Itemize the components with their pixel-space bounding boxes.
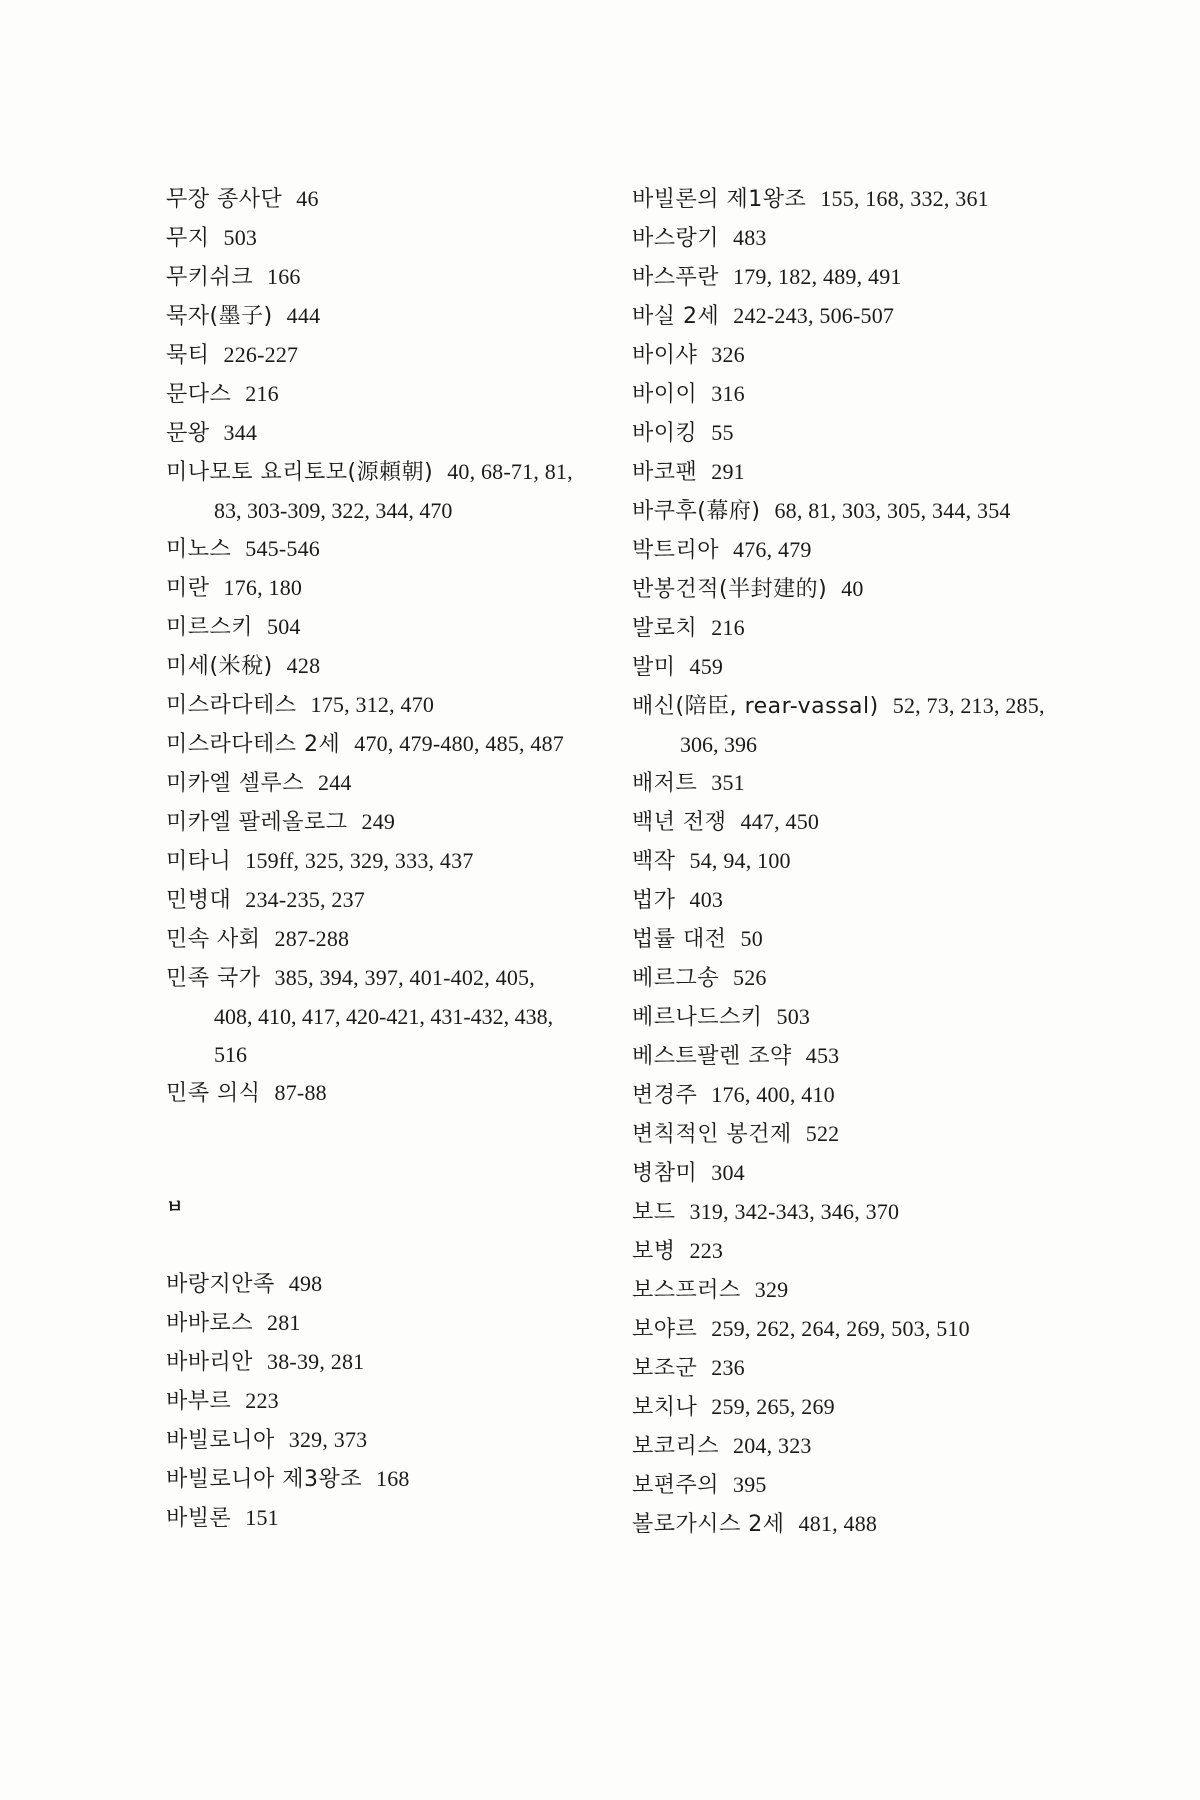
index-pages: 176, 180 bbox=[223, 575, 303, 600]
index-term: 바바로스 bbox=[166, 1311, 254, 1336]
index-pages: 498 bbox=[288, 1271, 323, 1296]
index-pages: 168 bbox=[376, 1466, 410, 1491]
index-term: 바스푸란 bbox=[632, 265, 720, 290]
index-entry bbox=[632, 180, 1072, 219]
index-term: 바이킹 bbox=[632, 421, 698, 446]
index-term: 바실 2세 bbox=[632, 304, 720, 329]
index-term: 바부르 bbox=[166, 1389, 232, 1414]
index-entry bbox=[632, 1154, 1072, 1193]
index-entry bbox=[632, 998, 1072, 1037]
index-term: 미세(米稅) bbox=[166, 654, 273, 679]
index-pages: 249 bbox=[361, 809, 396, 834]
index-pages: 223 bbox=[689, 1238, 724, 1263]
index-term: 법가 bbox=[632, 888, 676, 913]
index-entry bbox=[632, 1037, 1072, 1076]
index-term: 바이샤 bbox=[632, 343, 698, 368]
index-entry bbox=[632, 1310, 1072, 1349]
index-pages: 54, 94, 100 bbox=[689, 848, 791, 873]
index-term: 미스라다테스 bbox=[166, 693, 297, 718]
index-term: 바이이 bbox=[632, 382, 698, 407]
index-pages: 304 bbox=[711, 1160, 745, 1185]
index-pages: 179, 182, 489, 491 bbox=[733, 264, 902, 289]
index-entry bbox=[632, 1349, 1072, 1388]
index-pages-continued: 408, 410, 417, 420-421, 431-432, 438, bbox=[214, 1004, 554, 1029]
index-entry bbox=[166, 686, 606, 725]
index-entry bbox=[632, 1466, 1072, 1505]
index-pages: 447, 450 bbox=[740, 809, 820, 834]
index-pages: 38-39, 281 bbox=[267, 1349, 365, 1374]
index-term: 베르그송 bbox=[632, 966, 720, 991]
index-entry bbox=[632, 297, 1072, 336]
index-term: 문다스 bbox=[166, 382, 232, 407]
index-entry bbox=[632, 414, 1072, 453]
index-term: 변칙적인 봉건제 bbox=[632, 1122, 792, 1147]
index-entry bbox=[632, 803, 1072, 842]
index-term: 미카엘 셀루스 bbox=[166, 771, 305, 796]
index-term: 바빌론 bbox=[166, 1506, 232, 1531]
index-entry bbox=[632, 609, 1072, 648]
index-term: 법률 대전 bbox=[632, 927, 727, 952]
index-pages: 40 bbox=[841, 576, 864, 601]
index-entry bbox=[166, 725, 606, 764]
index-term: 배저트 bbox=[632, 771, 698, 796]
index-pages: 344 bbox=[223, 420, 258, 445]
index-term: 변경주 bbox=[632, 1083, 698, 1108]
section-heading: ㅂ bbox=[166, 1197, 184, 1218]
left-column bbox=[166, 180, 606, 1538]
index-pages: 459 bbox=[689, 654, 724, 679]
index-pages: 326 bbox=[711, 342, 745, 367]
index-pages: 483 bbox=[733, 225, 767, 250]
index-pages: 176, 400, 410 bbox=[711, 1082, 835, 1107]
index-pages: 351 bbox=[711, 770, 745, 795]
index-term: 병참미 bbox=[632, 1161, 698, 1186]
index-term: 발로치 bbox=[632, 616, 698, 641]
index-term: 베르나드스키 bbox=[632, 1005, 763, 1030]
index-term: 문왕 bbox=[166, 421, 210, 446]
index-pages: 453 bbox=[805, 1043, 840, 1068]
index-entry bbox=[632, 687, 1072, 726]
index-entry bbox=[632, 1388, 1072, 1427]
index-term: 보편주의 bbox=[632, 1473, 720, 1498]
index-term: 미타니 bbox=[166, 849, 232, 874]
index-term: 민족 국가 bbox=[166, 966, 261, 991]
index-entry bbox=[166, 258, 606, 297]
index-pages: 242-243, 506-507 bbox=[733, 303, 895, 328]
index-entry bbox=[166, 219, 606, 258]
index-term: 보조군 bbox=[632, 1356, 698, 1381]
index-pages: 151 bbox=[245, 1505, 279, 1530]
index-term: 바빌로니아 제3왕조 bbox=[166, 1467, 363, 1492]
index-pages: 166 bbox=[267, 264, 301, 289]
index-entry bbox=[166, 920, 606, 959]
index-entry bbox=[632, 920, 1072, 959]
section-spacer bbox=[166, 1227, 606, 1265]
index-pages: 428 bbox=[286, 653, 321, 678]
index-entry bbox=[632, 881, 1072, 920]
index-pages: 522 bbox=[805, 1121, 840, 1146]
index-term: 무키쉬크 bbox=[166, 265, 254, 290]
index-pages: 52, 73, 213, 285, bbox=[892, 693, 1045, 718]
right-column bbox=[632, 180, 1072, 1544]
index-pages: 395 bbox=[733, 1472, 767, 1497]
index-pages: 329 bbox=[754, 1277, 789, 1302]
index-entry bbox=[632, 764, 1072, 803]
index-entry bbox=[632, 959, 1072, 998]
index-entry bbox=[632, 336, 1072, 375]
index-term: 민병대 bbox=[166, 888, 232, 913]
index-entry bbox=[632, 1115, 1072, 1154]
index-entry bbox=[166, 647, 606, 686]
index-entry bbox=[632, 375, 1072, 414]
index-entry bbox=[632, 531, 1072, 570]
index-entry bbox=[166, 1265, 606, 1304]
index-entry bbox=[166, 959, 606, 998]
index-pages: 481, 488 bbox=[798, 1511, 878, 1536]
index-pages: 155, 168, 332, 361 bbox=[820, 186, 989, 211]
index-entry bbox=[166, 1304, 606, 1343]
index-term: 바빌론의 제1왕조 bbox=[632, 187, 807, 212]
index-term: 박트리아 bbox=[632, 538, 720, 563]
index-entry bbox=[632, 258, 1072, 297]
index-pages: 259, 262, 264, 269, 503, 510 bbox=[711, 1316, 970, 1341]
index-term: 보스프러스 bbox=[632, 1278, 741, 1303]
index-pages: 46 bbox=[296, 186, 319, 211]
index-term: 바스랑기 bbox=[632, 226, 720, 251]
index-term: 미노스 bbox=[166, 537, 232, 562]
index-term: 미카엘 팔레올로그 bbox=[166, 810, 348, 835]
index-pages-continued: 516 bbox=[214, 1042, 247, 1067]
index-term: 바쿠후(幕府) bbox=[632, 499, 761, 524]
index-entry bbox=[166, 842, 606, 881]
index-term: 민속 사회 bbox=[166, 927, 261, 952]
index-pages: 470, 479-480, 485, 487 bbox=[354, 731, 564, 756]
index-entry bbox=[632, 1427, 1072, 1466]
index-pages: 503 bbox=[223, 225, 258, 250]
index-entry bbox=[166, 530, 606, 569]
index-term: 백년 전쟁 bbox=[632, 810, 727, 835]
index-pages: 50 bbox=[740, 926, 763, 951]
index-term: 미스라다테스 2세 bbox=[166, 732, 341, 757]
index-pages: 545-546 bbox=[245, 536, 320, 561]
index-entry bbox=[632, 1193, 1072, 1232]
index-entry bbox=[166, 453, 606, 492]
index-term: 미란 bbox=[166, 576, 210, 601]
index-term: 볼로가시스 2세 bbox=[632, 1512, 785, 1537]
section-spacer bbox=[166, 1113, 606, 1189]
index-entry bbox=[166, 881, 606, 920]
index-term: 보병 bbox=[632, 1239, 676, 1264]
index-entry bbox=[632, 219, 1072, 258]
index-pages: 87-88 bbox=[274, 1080, 327, 1105]
index-pages: 526 bbox=[733, 965, 767, 990]
index-pages: 503 bbox=[776, 1004, 811, 1029]
index-pages: 204, 323 bbox=[733, 1433, 812, 1458]
index-pages: 40, 68-71, 81, bbox=[447, 459, 573, 484]
index-entry bbox=[166, 1421, 606, 1460]
index-pages: 504 bbox=[267, 614, 301, 639]
index-entry bbox=[166, 336, 606, 375]
index-pages: 287-288 bbox=[274, 926, 350, 951]
index-term: 무장 종사단 bbox=[166, 187, 283, 212]
index-entry bbox=[632, 648, 1072, 687]
index-term: 바바리안 bbox=[166, 1350, 254, 1375]
index-term: 보치나 bbox=[632, 1395, 698, 1420]
index-entry bbox=[632, 1505, 1072, 1544]
index-entry bbox=[632, 492, 1072, 531]
index-term: 바빌로니아 bbox=[166, 1428, 275, 1453]
index-pages-continued: 306, 396 bbox=[680, 732, 757, 757]
index-term: 무지 bbox=[166, 226, 210, 251]
index-entry bbox=[632, 1232, 1072, 1271]
index-entry bbox=[166, 180, 606, 219]
index-entry bbox=[166, 414, 606, 453]
index-entry bbox=[166, 1460, 606, 1499]
index-pages: 385, 394, 397, 401-402, 405, bbox=[274, 965, 535, 990]
index-entry bbox=[166, 803, 606, 842]
index-entry bbox=[166, 1382, 606, 1421]
index-pages: 319, 342-343, 346, 370 bbox=[689, 1199, 900, 1224]
index-entry bbox=[632, 570, 1072, 609]
index-pages: 159ff, 325, 329, 333, 437 bbox=[245, 848, 474, 873]
index-entry bbox=[166, 1499, 606, 1538]
index-pages: 55 bbox=[711, 420, 734, 445]
index-pages-continued: 83, 303-309, 322, 344, 470 bbox=[214, 498, 453, 523]
index-pages: 281 bbox=[267, 1310, 301, 1335]
index-pages: 68, 81, 303, 305, 344, 354 bbox=[774, 498, 1011, 523]
index-term: 바랑지안족 bbox=[166, 1272, 275, 1297]
index-term: 바코팬 bbox=[632, 460, 698, 485]
index-term: 보야르 bbox=[632, 1317, 698, 1342]
index-term: 묵자(墨子) bbox=[166, 304, 273, 329]
index-pages: 234-235, 237 bbox=[245, 887, 365, 912]
index-term: 배신(陪臣, rear-vassal) bbox=[632, 694, 879, 719]
index-pages: 329, 373 bbox=[288, 1427, 368, 1452]
index-pages: 226-227 bbox=[223, 342, 299, 367]
index-entry bbox=[166, 569, 606, 608]
index-pages: 216 bbox=[245, 381, 279, 406]
index-pages: 244 bbox=[318, 770, 352, 795]
index-pages: 444 bbox=[286, 303, 321, 328]
index-pages: 476, 479 bbox=[733, 537, 812, 562]
index-entry bbox=[632, 1076, 1072, 1115]
index-term: 백작 bbox=[632, 849, 676, 874]
index-pages: 291 bbox=[711, 459, 745, 484]
index-entry bbox=[632, 1271, 1072, 1310]
index-entry bbox=[166, 375, 606, 414]
index-pages: 223 bbox=[245, 1388, 279, 1413]
index-pages: 236 bbox=[711, 1355, 745, 1380]
index-pages: 316 bbox=[711, 381, 745, 406]
index-term: 베스트팔렌 조약 bbox=[632, 1044, 792, 1069]
index-term: 발미 bbox=[632, 655, 676, 680]
index-entry bbox=[166, 1074, 606, 1113]
index-term: 보드 bbox=[632, 1200, 676, 1225]
index-entry bbox=[166, 1343, 606, 1382]
index-term: 미르스키 bbox=[166, 615, 254, 640]
index-pages: 403 bbox=[689, 887, 724, 912]
index-pages: 175, 312, 470 bbox=[310, 692, 435, 717]
index-term: 미나모토 요리토모(源頼朝) bbox=[166, 460, 434, 485]
index-pages: 216 bbox=[711, 615, 745, 640]
index-entry bbox=[166, 608, 606, 647]
index-term: 반봉건적(半封建的) bbox=[632, 577, 828, 602]
index-entry bbox=[632, 842, 1072, 881]
index-term: 보코리스 bbox=[632, 1434, 720, 1459]
index-pages: 259, 265, 269 bbox=[711, 1394, 835, 1419]
index-entry bbox=[632, 453, 1072, 492]
index-entry bbox=[166, 297, 606, 336]
index-term: 민족 의식 bbox=[166, 1081, 261, 1106]
index-term: 묵티 bbox=[166, 343, 210, 368]
index-entry bbox=[166, 764, 606, 803]
